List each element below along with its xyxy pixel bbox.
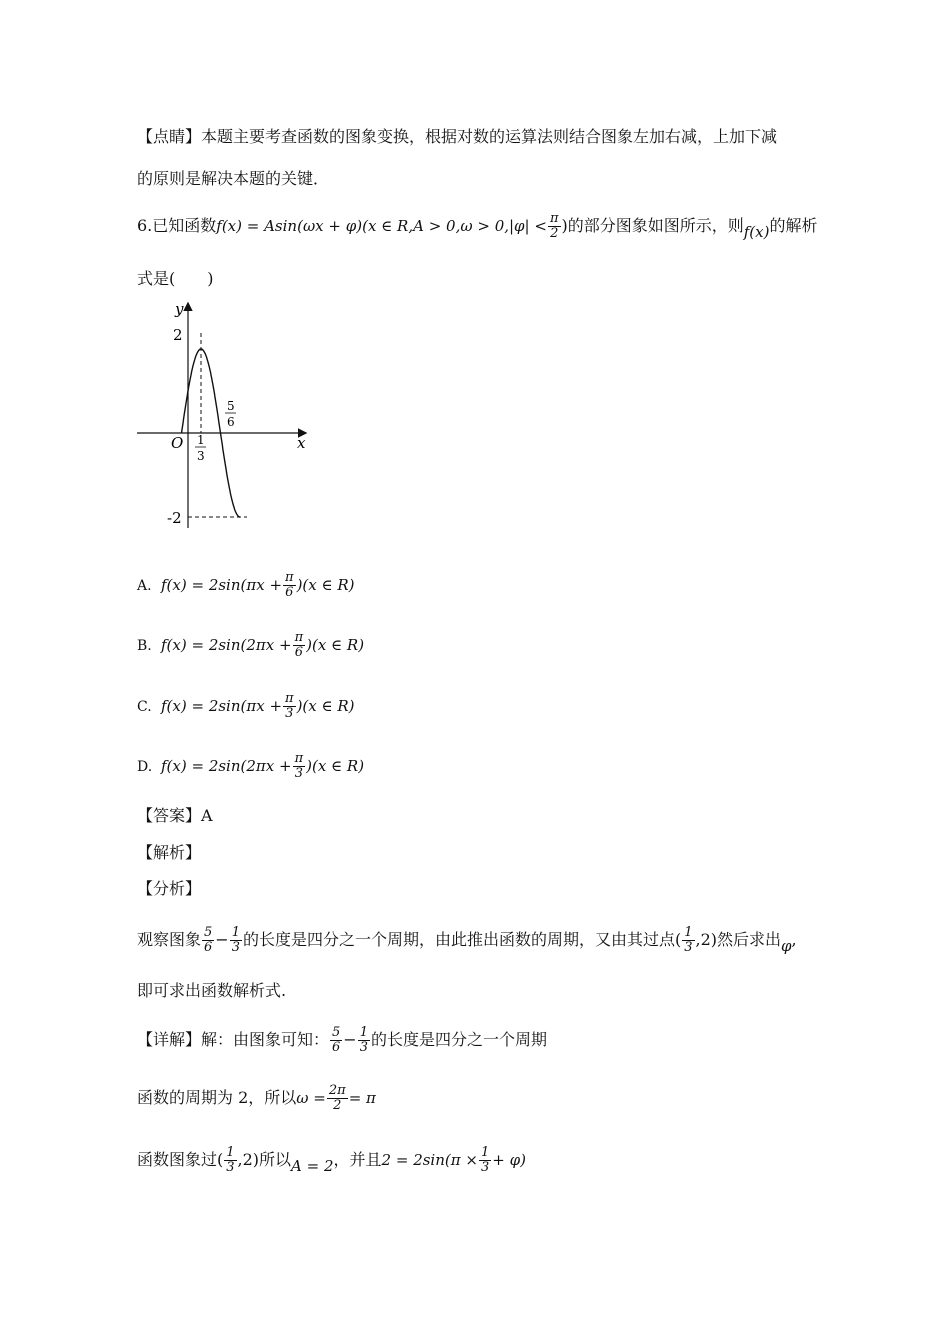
tick-one-third-den: 3 <box>197 449 205 463</box>
option-d <box>137 752 364 781</box>
option-a <box>137 571 355 600</box>
analysis-frac-five-sixths: $\frac{5}{6}$ <box>204 925 213 955</box>
tick-one-third-num: 1 <box>197 433 205 447</box>
option-b-pre: f(x) = 2sin(2πx + <box>161 636 292 654</box>
analysis-heading: 【解析】 <box>137 843 202 862</box>
detail-frac-one-third: $\frac{1}{3}$ <box>359 1025 368 1055</box>
analysis-subheading: 【分析】 <box>137 879 202 898</box>
tick-five-sixths-num: 5 <box>227 399 235 413</box>
option-c-pre: f(x) = 2sin(πx + <box>161 697 283 715</box>
detail-eq-right: + φ) <box>492 1151 526 1169</box>
question-tail: 的解析 <box>769 216 818 235</box>
detail-frac-five-sixths: $\frac{5}{6}$ <box>332 1025 341 1055</box>
detail-pass-text: 函数图象过( <box>137 1150 224 1169</box>
tick-five-sixths-den: 6 <box>227 415 235 429</box>
analysis-minus: − <box>215 930 229 949</box>
option-c-frac: $\frac{\pi}{3}$ <box>285 691 294 721</box>
detail-line1 <box>137 1026 547 1055</box>
option-b-post: )(x ∈ R) <box>306 636 365 654</box>
detail-eq-left: 2 = 2sin(π × <box>381 1151 478 1169</box>
detail-tail: 的长度是四分之一个周期 <box>370 1030 547 1049</box>
y-min-label: -2 <box>167 509 182 527</box>
analysis-text-3: ,2)然后求出 <box>695 930 782 949</box>
question-fraction: $\frac{\pi}{2}$ <box>549 211 559 241</box>
y-max-label: 2 <box>173 326 183 344</box>
analysis-line1 <box>137 926 797 955</box>
analysis-frac-one-third: $\frac{1}{3}$ <box>231 925 240 955</box>
option-c <box>137 692 355 721</box>
analysis-phi: φ <box>781 937 792 955</box>
detail-pass-frac: $\frac{1}{3}$ <box>226 1145 235 1175</box>
option-a-pre: f(x) = 2sin(πx + <box>161 576 283 594</box>
analysis-point-frac: $\frac{1}{3}$ <box>684 925 693 955</box>
option-a-frac: $\frac{\pi}{6}$ <box>285 570 294 600</box>
analysis-text-4: , <box>791 930 797 949</box>
sine-graph <box>137 298 317 528</box>
detail-head: 【详解】解：由图象可知： <box>137 1030 330 1049</box>
detail-minus: − <box>343 1030 357 1049</box>
detail-eq-frac: $\frac{1}{3}$ <box>480 1145 490 1175</box>
analysis-text-2: 的长度是四分之一个周期，由此推出函数的周期，又由其过点( <box>242 930 682 949</box>
option-b-letter: B. <box>137 638 152 654</box>
analysis-text-1: 观察图象 <box>137 930 202 949</box>
point-note-line1: 【点睛】本题主要考查函数的图象变换，根据对数的运算法则结合图象左加右减，上加下减 <box>137 127 778 146</box>
origin-label: O <box>171 434 184 452</box>
detail-pass-mid: ,2)所以 <box>237 1150 292 1169</box>
answer: 【答案】A <box>137 806 213 825</box>
option-c-letter: C. <box>137 699 152 715</box>
option-b-frac: $\frac{\pi}{6}$ <box>294 630 304 660</box>
detail-period-text: 函数的周期为 2，所以 <box>137 1088 297 1107</box>
point-note-line2: 的原则是解决本题的关键． <box>137 169 330 188</box>
option-a-post: )(x ∈ R) <box>296 576 355 594</box>
detail-omega: ω = <box>296 1089 326 1107</box>
option-d-frac: $\frac{\pi}{3}$ <box>294 751 304 781</box>
detail-a-eq: A = 2 <box>291 1157 334 1175</box>
option-d-pre: f(x) = 2sin(2πx + <box>161 757 292 775</box>
detail-period-line <box>137 1084 376 1113</box>
option-c-post: )(x ∈ R) <box>296 697 355 715</box>
option-d-post: )(x ∈ R) <box>306 757 365 775</box>
option-d-letter: D. <box>137 759 153 775</box>
question-prefix: 6.已知函数 <box>137 216 217 235</box>
x-axis-label: x <box>297 434 306 452</box>
analysis-line2: 即可求出函数解析式. <box>137 981 287 1000</box>
option-b <box>137 631 364 660</box>
question-line2: 式是( ) <box>137 269 214 288</box>
question-fx: f(x) <box>743 223 770 241</box>
question-line1 <box>137 212 817 241</box>
detail-pass-line <box>137 1146 526 1175</box>
option-a-letter: A. <box>137 578 152 594</box>
detail-omega-result: = π <box>348 1089 376 1107</box>
detail-and: ，并且 <box>333 1150 382 1169</box>
detail-omega-frac: $\frac{2\pi}{2}$ <box>328 1083 346 1113</box>
question-formula-left: f(x) = Asin(ωx + φ)(x ∈ R,A > 0,ω > 0,|φ| < <box>216 217 547 235</box>
question-formula-right: )的部分图象如图所示，则 <box>561 216 744 235</box>
y-axis-label: y <box>175 300 184 318</box>
